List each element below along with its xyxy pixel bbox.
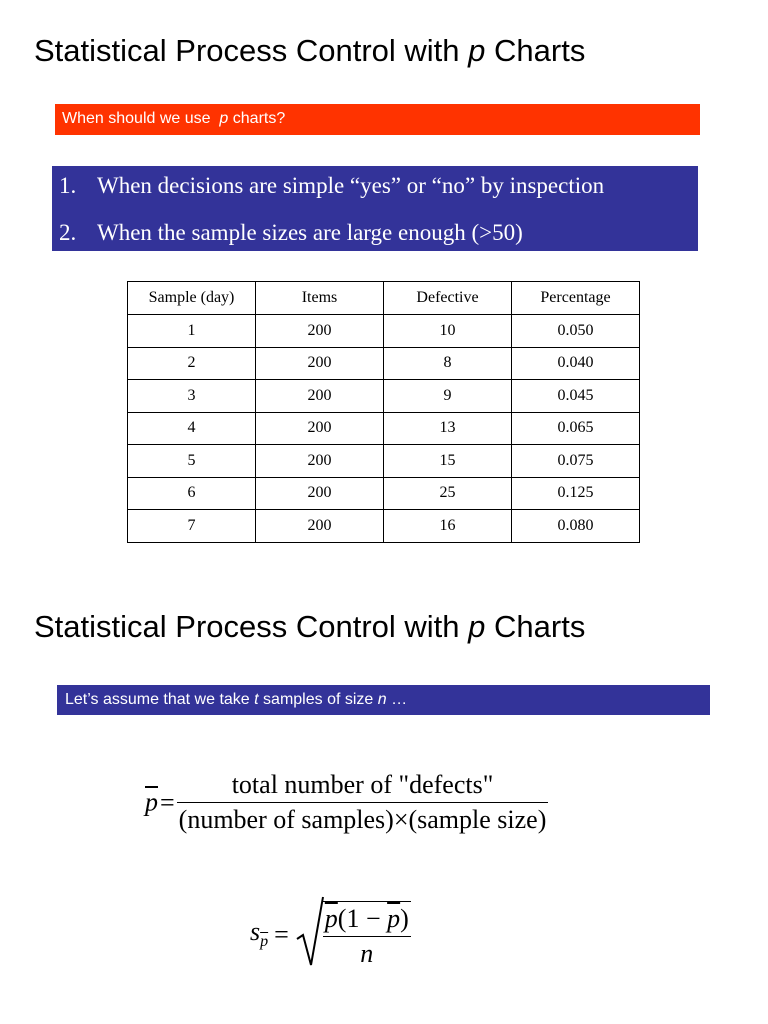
pbar-symbol: $\overline{p}$: [145, 787, 158, 817]
table-cell: 9: [384, 380, 512, 413]
table-cell: 7: [128, 510, 256, 543]
sp-s: s: [250, 917, 261, 947]
pbar-denominator: (number of samples)×(sample size): [177, 802, 549, 835]
slide1-title: [34, 33, 585, 69]
table-cell: 200: [256, 347, 384, 380]
list-item-number: 2.: [59, 220, 77, 245]
table-cell: 0.075: [512, 445, 640, 478]
table-row: [128, 477, 640, 510]
when-banner-p: p: [219, 110, 229, 127]
list-item-number: 1.: [59, 173, 77, 198]
list-item-text: When decisions are simple “yes” or “no” by inspection: [97, 173, 605, 198]
table-cell: 4: [128, 412, 256, 445]
slide1-title-prefix: Statistical Process Control with: [34, 33, 469, 68]
assume-banner: [57, 685, 710, 715]
sp-fraction: [323, 901, 411, 969]
table-cell: 0.080: [512, 510, 640, 543]
table-cell: 0.065: [512, 412, 640, 445]
table-cell: 2: [128, 347, 256, 380]
table-cell: 15: [384, 445, 512, 478]
sp-symbol: [250, 917, 269, 951]
sp-formula: [250, 895, 411, 974]
list-item-text: When the sample sizes are large enough (>50): [97, 220, 523, 245]
column-header-defective: Defective: [384, 282, 512, 315]
table-row: [128, 315, 640, 348]
table-cell: 3: [128, 380, 256, 413]
table-cell: 5: [128, 445, 256, 478]
equals-sign: =: [160, 787, 175, 817]
assume-banner-t: t: [254, 691, 259, 708]
assume-banner-n: n: [377, 691, 387, 708]
list-item: [59, 173, 604, 199]
sp-num-end: ): [400, 903, 409, 933]
equals-sign: =: [274, 919, 289, 949]
pbar-formula: [145, 770, 548, 835]
table-row: [128, 347, 640, 380]
table-header-row: [128, 282, 640, 315]
slide2-title-suffix: Charts: [485, 609, 586, 644]
table-cell: 200: [256, 315, 384, 348]
sp-num-mid: (1 −: [337, 903, 388, 933]
sp-numerator: [323, 904, 411, 936]
table-cell: 1: [128, 315, 256, 348]
assume-banner-prefix: Let’s assume that we take: [65, 691, 255, 708]
table-cell: 200: [256, 445, 384, 478]
slide2-title-p: p: [468, 609, 486, 644]
table-cell: 200: [256, 477, 384, 510]
sp-subscript: p: [260, 933, 269, 951]
list-item: [59, 220, 523, 246]
slide2-title: [34, 609, 585, 645]
table-cell: 8: [384, 347, 512, 380]
table-cell: 25: [384, 477, 512, 510]
pbar-fraction: [177, 770, 549, 835]
assume-banner-mid: samples of size: [258, 691, 378, 708]
sp-num-p1: $\overline{p}$: [324, 903, 338, 933]
column-header-sample: Sample (day): [128, 282, 256, 315]
assume-banner-suffix: …: [386, 691, 408, 708]
table-cell: 0.050: [512, 315, 640, 348]
table-row: [128, 380, 640, 413]
when-banner: [55, 104, 700, 135]
slide2-title-prefix: Statistical Process Control with: [34, 609, 469, 644]
table-row: [128, 445, 640, 478]
table-cell: 200: [256, 380, 384, 413]
table-row: [128, 412, 640, 445]
pbar-numerator: total number of "defects": [231, 770, 494, 799]
column-header-items: Items: [256, 282, 384, 315]
sp-denominator: n: [323, 936, 411, 969]
table-cell: 0.040: [512, 347, 640, 380]
table-cell: 0.125: [512, 477, 640, 510]
table-cell: 200: [256, 510, 384, 543]
when-banner-suffix: charts?: [228, 110, 286, 127]
table-row: [128, 510, 640, 543]
table-cell: 16: [384, 510, 512, 543]
slide1-title-suffix: Charts: [485, 33, 586, 68]
sp-num-p2: $\overline{p}$: [387, 903, 401, 933]
table-cell: 10: [384, 315, 512, 348]
table-cell: 0.045: [512, 380, 640, 413]
slide1-title-p: p: [468, 33, 486, 68]
table-cell: 200: [256, 412, 384, 445]
criteria-list: [52, 166, 698, 251]
table-cell: 6: [128, 477, 256, 510]
column-header-percentage: Percentage: [512, 282, 640, 315]
defects-table: [127, 281, 640, 543]
when-banner-prefix: When should we use: [62, 110, 220, 127]
sqrt-sign-icon: [295, 895, 325, 974]
table-cell: 13: [384, 412, 512, 445]
